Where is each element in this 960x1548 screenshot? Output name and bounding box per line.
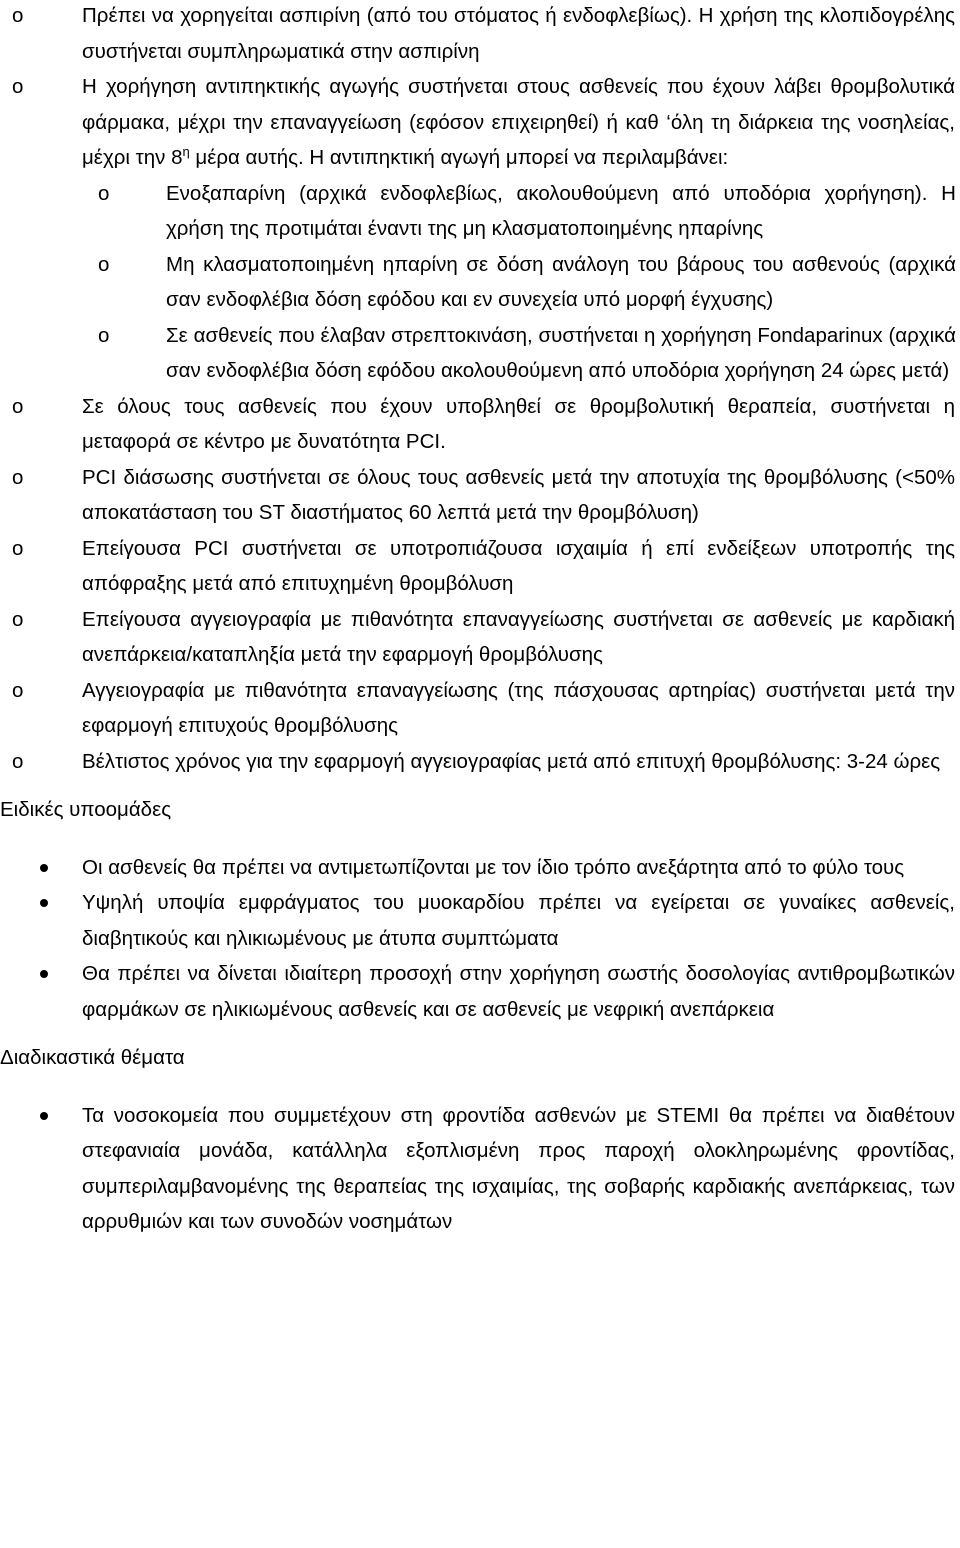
list-marker: o — [12, 4, 24, 27]
list-marker: o — [98, 323, 110, 347]
sub-list-item-text: Σε ασθενείς που έλαβαν στρεπτοκινάση, συστήνεται η χορήγηση Fondaparinux (αρχικά σαν ενδοφλέβια δόση εφόδου ακολουθούμενη από υποδόρια χορήγηση 24 ώρες μετά) — [166, 323, 956, 382]
list-marker: o — [12, 607, 24, 631]
bullet-item-text: Τα νοσοκομεία που συμμετέχουν στη φροντίδα ασθενών με STEMI θα πρέπει να διαθέτουν στεφανιαία μονάδα, κατάλληλα εξοπλισμένη προς παροχή ολοκληρωμένης φροντίδας, συμπεριλαμβανομένης της θεραπείας της ισχαιμίας, της σοβαρής καρδιακής ανεπάρκειας, των αρρυθμιών και των συνοδών νοσημάτων — [82, 1103, 955, 1233]
sub-list-item — [0, 176, 960, 247]
list-marker: o — [12, 75, 24, 98]
sub-list-item — [0, 318, 960, 389]
list-item-text-part: Η χορήγηση αντιπηκτικής αγωγής συστήνεται στους ασθενείς που έχουν λάβει θρομβολυτικά φάρμακα, μέχρι την επαναγγείωση (εφόσον επιχειρηθεί) ή καθ ‘όλη τη διάρκεια της νοσηλείας, μέχρι την 8 — [82, 75, 955, 169]
list-item-text: Σε όλους τους ασθενείς που έχουν υποβληθεί σε θρομβολυτική θεραπεία, συστήνεται η μεταφορά σε κέντρο με δυνατότητα PCI. — [82, 394, 955, 453]
section-heading: Ειδικές υποομάδες — [0, 798, 172, 821]
bullet-dot-icon — [40, 970, 48, 978]
section-heading: Διαδικαστικά θέματα — [0, 1046, 185, 1069]
list-marker: o — [12, 678, 24, 702]
list-marker: o — [12, 394, 24, 418]
sub-list-item — [0, 247, 960, 318]
list-item — [0, 389, 960, 460]
bullet-dot-icon — [40, 864, 48, 872]
list-item — [0, 602, 960, 673]
bullet-item — [0, 956, 960, 1027]
bullet-item-text: Υψηλή υποψία εμφράγματος του μυοκαρδίου πρέπει να εγείρεται σε γυναίκες ασθενείς, διαβητικούς και ηλικιωμένους με άτυπα συμπτώματα — [82, 891, 955, 950]
list-marker: o — [98, 252, 110, 276]
list-item-text: Επείγουσα αγγειογραφία με πιθανότητα επαναγγείωσης συστήνεται σε ασθενείς με καρδιακή ανεπάρκεια/καταπληξία μετά την εφαρμογή θρομβόλυσης — [82, 607, 955, 666]
bullet-item — [0, 850, 960, 886]
bullet-dot-icon — [40, 1112, 48, 1120]
list-marker: o — [98, 181, 110, 205]
list-marker: o — [12, 536, 24, 560]
list-item-text-part: μέρα αυτής. Η αντιπηκτική αγωγή μπορεί να περιλαμβάνει: — [189, 146, 729, 169]
list-item — [0, 744, 960, 780]
list-item-text: Βέλτιστος χρόνος για την εφαρμογή αγγειογραφίας μετά από επιτυχή θρομβόλυσης: 3-24 ώρες — [82, 749, 941, 773]
bullet-item-text: Θα πρέπει να δίνεται ιδιαίτερη προσοχή στην χορήγηση σωστής δοσολογίας αντιθρομβωτικών φαρμάκων σε ηλικιωμένους ασθενείς και σε ασθενείς με νεφρική ανεπάρκεια — [82, 962, 955, 1021]
list-item-text: Αγγειογραφία με πιθανότητα επαναγγείωσης (της πάσχουσας αρτηρίας) συστήνεται μετά την εφαρμογή επιτυχούς θρομβόλυσης — [82, 678, 955, 737]
list-item-text: Επείγουσα PCI συστήνεται σε υποτροπιάζουσα ισχαιμία ή επί ενδείξεων υποτροπής της απόφραξης μετά από επιτυχημένη θρομβόλυση — [82, 536, 955, 595]
list-marker: o — [12, 749, 24, 773]
list-item — [0, 460, 960, 531]
bullet-item — [0, 1098, 960, 1240]
superscript: η — [182, 144, 190, 159]
bullet-item — [0, 885, 960, 956]
list-item — [0, 0, 960, 69]
bullet-item-text: Οι ασθενείς θα πρέπει να αντιμετωπίζονται με τον ίδιο τρόπο ανεξάρτητα από το φύλο τους — [82, 855, 905, 879]
sub-list-item-text: Ενοξαπαρίνη (αρχικά ενδοφλεβίως, ακολουθούμενη από υποδόρια χορήγηση). Η χρήση της προτιμάται έναντι της μη κλασματοποιημένης ηπαρίνης — [166, 181, 956, 240]
list-item-text: Πρέπει να χορηγείται ασπιρίνη (από του στόματος ή ενδοφλεβίως). Η χρήση της κλοπιδογρέλης συστήνεται συμπληρωματικά στην ασπιρίνη — [82, 4, 955, 63]
list-item — [0, 673, 960, 744]
list-item-text — [82, 69, 955, 176]
list-item-text: PCI διάσωσης συστήνεται σε όλους τους ασθενείς μετά την αποτυχία της θρομβόλυσης (<50% αποκατάσταση του ST διαστήματος 60 λεπτά μετά την θρομβόλυση) — [82, 465, 955, 524]
list-item — [0, 69, 960, 176]
sub-list-item-text: Μη κλασματοποιημένη ηπαρίνη σε δόση ανάλογη του βάρους του ασθενούς (αρχικά σαν ενδοφλέβια δόση εφόδου και εν συνεχεία υπό μορφή έγχυσης) — [166, 252, 956, 311]
list-item — [0, 531, 960, 602]
list-marker: o — [12, 465, 24, 489]
bullet-dot-icon — [40, 899, 48, 907]
